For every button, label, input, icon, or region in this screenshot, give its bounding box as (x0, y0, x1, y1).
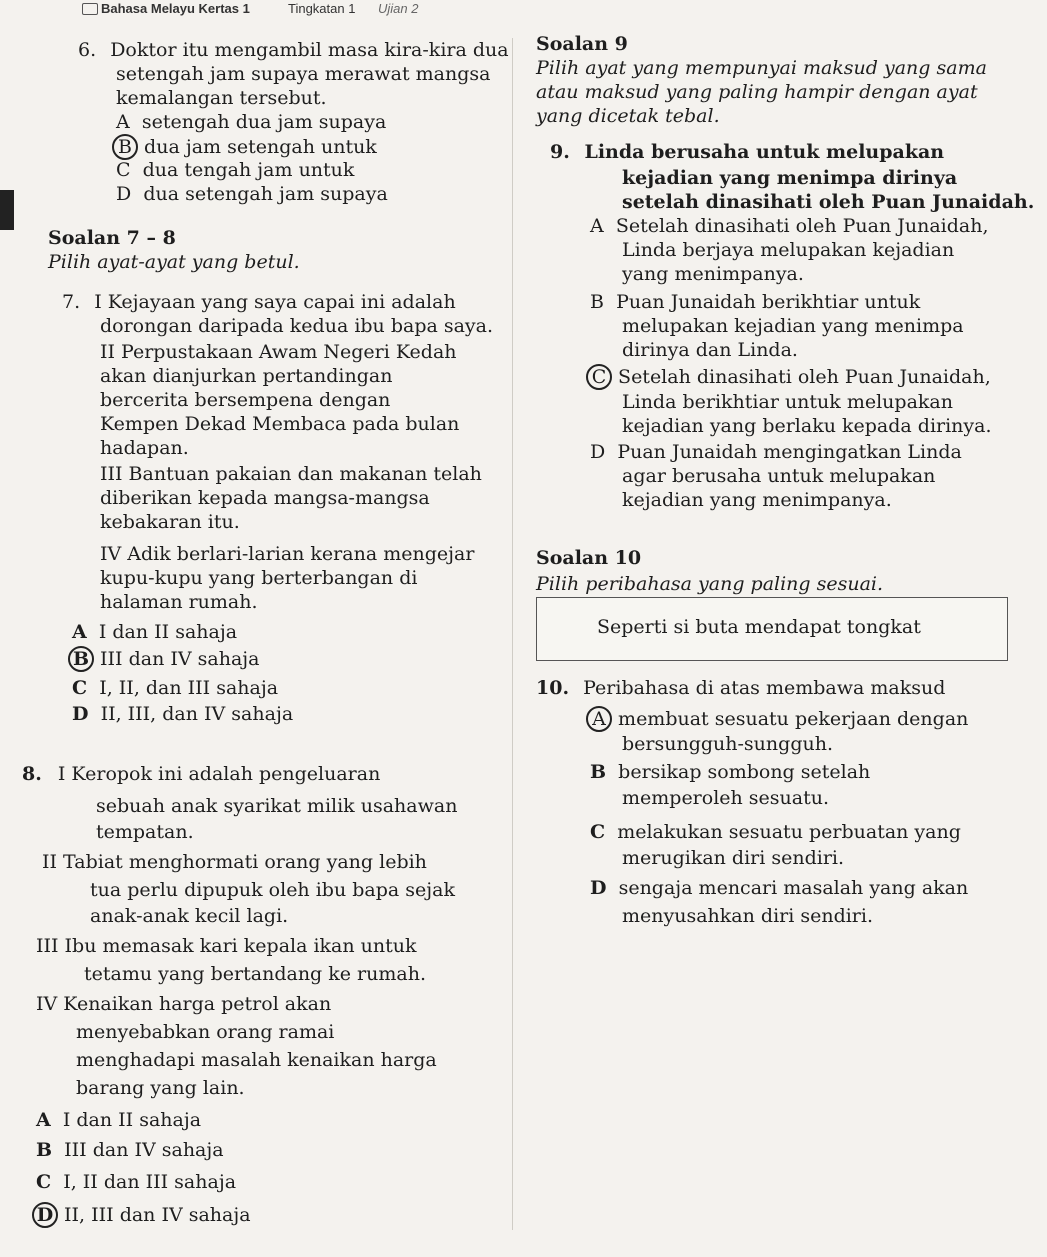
answer-circle: D (32, 1202, 58, 1228)
question-stem: Peribahasa di atas membawa maksud (583, 677, 946, 699)
statement: III Ibu memasak kari kepala ikan untuk (36, 935, 417, 957)
section-instruction: Pilih ayat-ayat yang betul. (48, 251, 300, 273)
option-d[interactable]: D Puan Junaidah mengingatkan Linda (590, 441, 962, 463)
page-header (0, 0, 1047, 22)
statement: sebuah anak syarikat milik usahawan (96, 795, 458, 817)
statement: anak-anak kecil lagi. (90, 905, 289, 927)
question-number: 6. (78, 39, 97, 61)
level-label: Tingkatan 1 (288, 1, 356, 16)
statement: II Perpustakaan Awam Negeri Kedah (100, 341, 457, 363)
statement: bercerita bersempena dengan (100, 389, 391, 411)
option-c[interactable]: C dua tengah jam untuk (116, 159, 355, 181)
option-c-text: kejadian yang berlaku kepada dirinya. (622, 415, 992, 437)
option-a[interactable]: A I dan II sahaja (36, 1109, 202, 1131)
question-text: setengah jam supaya merawat mangsa (116, 63, 491, 85)
statement: IV Kenaikan harga petrol akan (36, 993, 332, 1015)
option-a[interactable]: A I dan II sahaja (72, 621, 238, 643)
statement: tempatan. (96, 821, 194, 843)
proverb-text: Seperti si buta mendapat tongkat (597, 616, 921, 638)
proverb-box (536, 597, 1008, 661)
option-b-text: melupakan kejadian yang menimpa (622, 315, 964, 337)
statement: dorongan daripada kedua ibu bapa saya. (100, 315, 494, 337)
statement: akan dianjurkan pertandingan (100, 365, 393, 387)
statement: tetamu yang bertandang ke rumah. (84, 963, 426, 985)
column-divider (512, 38, 513, 1230)
book-icon (82, 3, 98, 15)
section-instruction: yang dicetak tebal. (536, 105, 720, 127)
book-title: Bahasa Melayu Kertas 1 (101, 1, 250, 16)
question-stem: kejadian yang menimpa dirinya (622, 167, 958, 189)
statement: halaman rumah. (100, 591, 258, 613)
option-d[interactable]: D II, III, dan IV sahaja (72, 703, 294, 725)
option-d-text: kejadian yang menimpanya. (622, 489, 892, 511)
section-heading: Soalan 10 (536, 547, 642, 569)
option-d[interactable]: D dua setengah jam supaya (116, 183, 388, 205)
question-number: 9. (550, 141, 570, 163)
section-label: Ujian 2 (378, 1, 419, 16)
answer-circle: B (68, 646, 94, 672)
section-heading: Soalan 9 (536, 33, 628, 55)
option-c-text: Linda berikhtiar untuk melupakan (622, 391, 953, 413)
margin-tab (0, 190, 14, 230)
statement: menyebabkan orang ramai (76, 1021, 335, 1043)
statement: barang yang lain. (76, 1077, 245, 1099)
statement: tua perlu dipupuk oleh ibu bapa sejak (90, 879, 455, 901)
statement: I Keropok ini adalah pengeluaran (57, 763, 381, 785)
statement: kebakaran itu. (100, 511, 240, 533)
question-number: 7. (62, 291, 81, 313)
option-b[interactable]: B III dan IV sahaja (36, 1139, 224, 1161)
option-b-text: dirinya dan Linda. (622, 339, 798, 361)
option-b-text: memperoleh sesuatu. (622, 787, 830, 809)
option-c-text: merugikan diri sendiri. (622, 847, 845, 869)
answer-circle: B (112, 134, 138, 160)
question-number: 10. (536, 677, 570, 699)
option-a[interactable]: A membuat sesuatu pekerjaan dengan (590, 706, 968, 732)
option-a-text: yang menimpanya. (622, 263, 804, 285)
statement: menghadapi masalah kenaikan harga (76, 1049, 437, 1071)
option-a-text: Linda berjaya melupakan kejadian (622, 239, 955, 261)
statement: diberikan kepada mangsa-mangsa (100, 487, 430, 509)
answer-circle: A (586, 706, 612, 732)
option-d[interactable]: D sengaja mencari masalah yang akan (590, 877, 969, 899)
statement: II Tabiat menghormati orang yang lebih (42, 851, 427, 873)
section-instruction: atau maksud yang paling hampir dengan ayat (536, 81, 978, 103)
option-c[interactable]: C I, II, dan III sahaja (72, 677, 279, 699)
statement: kupu-kupu yang berterbangan di (100, 567, 418, 589)
option-a[interactable]: A setengah dua jam supaya (116, 111, 387, 133)
option-c[interactable]: C melakukan sesuatu perbuatan yang (590, 821, 961, 843)
question-text: Doktor itu mengambil masa kira-kira dua (110, 39, 509, 61)
option-c[interactable]: C I, II dan III sahaja (36, 1171, 237, 1193)
statement: III Bantuan pakaian dan makanan telah (100, 463, 482, 485)
question-stem: setelah dinasihati oleh Puan Junaidah. (622, 191, 1035, 213)
option-a-text: bersungguh-sungguh. (622, 733, 833, 755)
option-d[interactable]: D II, III dan IV sahaja (36, 1202, 251, 1228)
option-d-text: agar berusaha untuk melupakan (622, 465, 936, 487)
statement: Kempen Dekad Membaca pada bulan (100, 413, 460, 435)
option-b[interactable]: B Puan Junaidah berikhtiar untuk (590, 291, 921, 313)
answer-circle: C (586, 364, 612, 390)
section-instruction: Pilih peribahasa yang paling sesuai. (536, 573, 884, 595)
option-d-text: menyusahkan diri sendiri. (622, 905, 874, 927)
option-c[interactable]: C Setelah dinasihati oleh Puan Junaidah, (590, 364, 991, 390)
option-b[interactable]: B bersikap sombong setelah (590, 761, 871, 783)
section-instruction: Pilih ayat yang mempunyai maksud yang sama (536, 57, 987, 79)
question-text: kemalangan tersebut. (116, 87, 327, 109)
question-stem: Linda berusaha untuk melupakan (584, 141, 945, 163)
statement: I Kejayaan yang saya capai ini adalah (94, 291, 456, 313)
option-a[interactable]: A Setelah dinasihati oleh Puan Junaidah, (590, 215, 989, 237)
statement: hadapan. (100, 437, 189, 459)
option-b[interactable]: B dua jam setengah untuk (116, 134, 377, 160)
question-number: 8. (22, 763, 42, 785)
section-heading: Soalan 7 – 8 (48, 227, 176, 249)
option-b[interactable]: B III dan IV sahaja (72, 646, 260, 672)
statement: IV Adik berlari-larian kerana mengejar (100, 543, 475, 565)
